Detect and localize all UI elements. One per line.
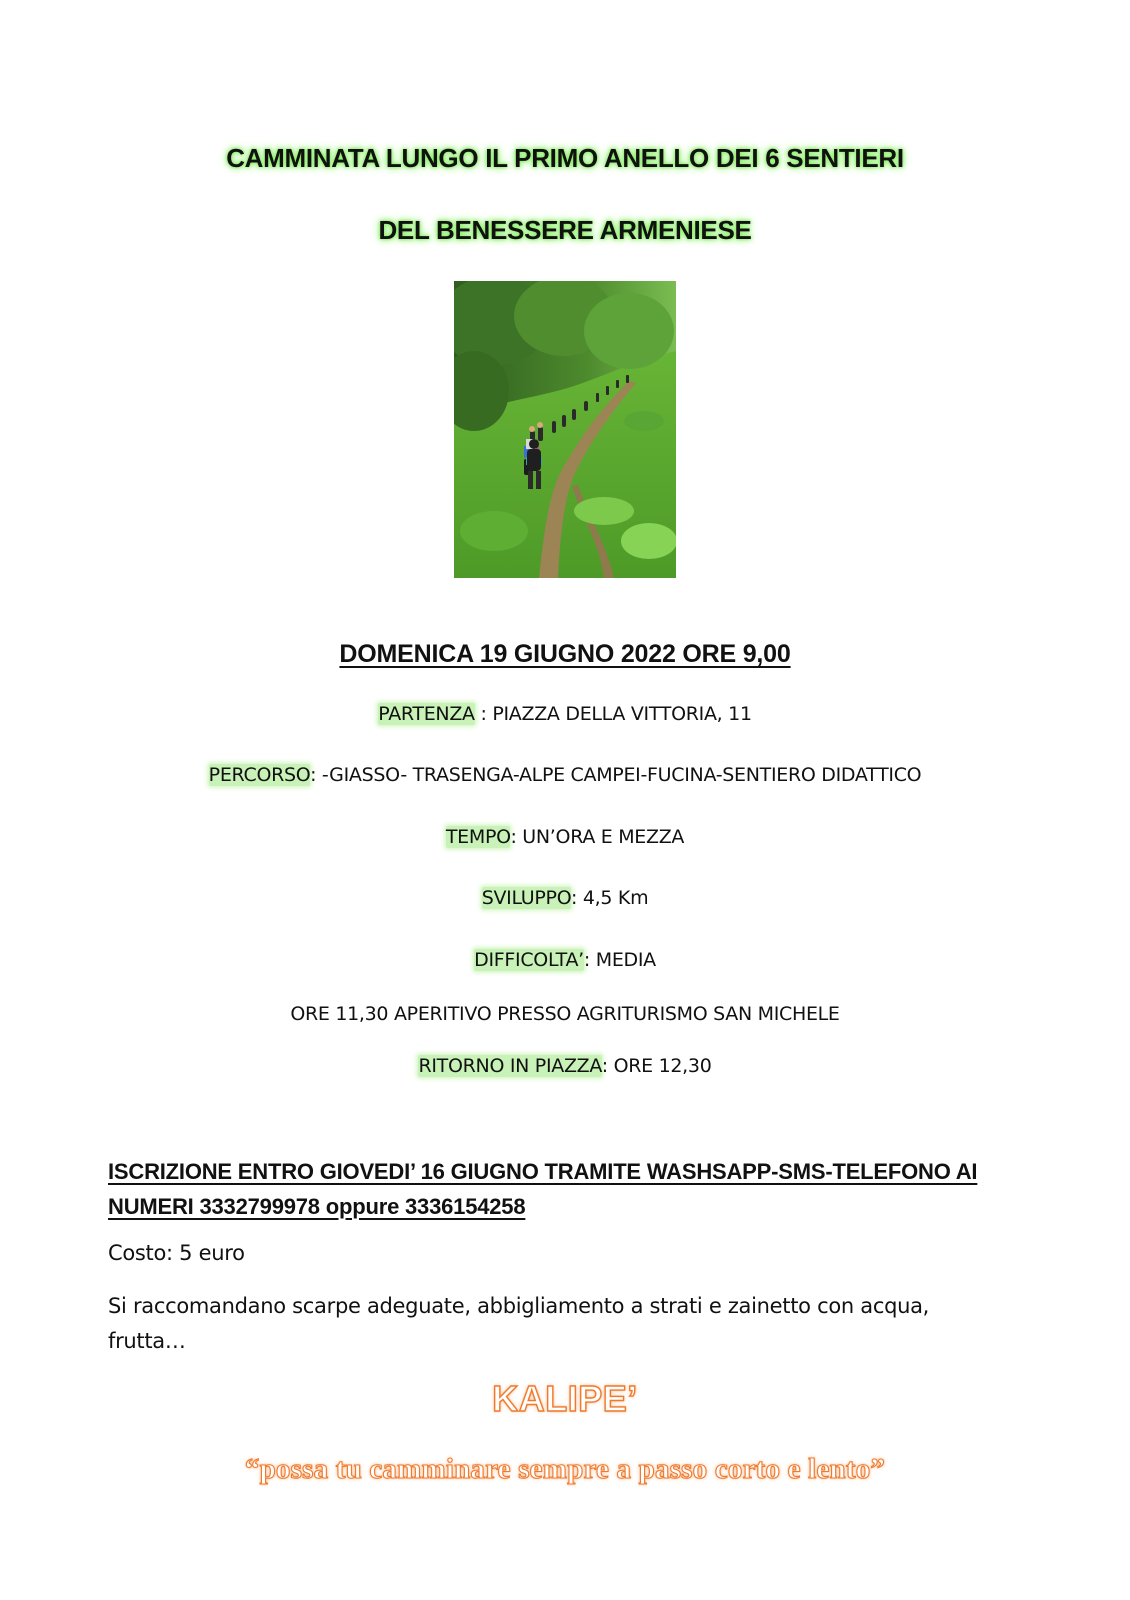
ritorno-value: : ORE 12,30 xyxy=(601,1055,712,1077)
tempo-value: : UN’ORA E MEZZA xyxy=(510,826,685,848)
tempo-label: TEMPO xyxy=(445,826,511,848)
percorso-line xyxy=(0,764,1130,786)
cost-text: Costo: 5 euro xyxy=(108,1241,245,1265)
advice-line-2: frutta… xyxy=(108,1329,186,1353)
sviluppo-label: SVILUPPO xyxy=(481,887,572,909)
page-title-line-1: CAMMINATA LUNGO IL PRIMO ANELLO DEI 6 SENTIERI xyxy=(226,143,904,173)
difficolta-line xyxy=(0,949,1130,971)
registration-notice xyxy=(108,1154,1028,1224)
kalipe-heading: KALIPE’ xyxy=(492,1378,638,1419)
partenza-value: : PIAZZA DELLA VITTORIA, 11 xyxy=(474,703,752,725)
page-title-line-2: DEL BENESSERE ARMENIESE xyxy=(378,215,752,245)
advice-line-1: Si raccomandano scarpe adeguate, abbigliamento a strati e zainetto con acqua, xyxy=(108,1294,930,1318)
advice-text xyxy=(108,1289,1028,1359)
sviluppo-value: : 4,5 Km xyxy=(571,887,649,909)
partenza-line xyxy=(0,703,1130,725)
partenza-label: PARTENZA xyxy=(378,703,475,725)
ritorno-line xyxy=(0,1055,1130,1077)
difficolta-value: : MEDIA xyxy=(583,949,656,971)
registration-line-1: ISCRIZIONE ENTRO GIOVEDI’ 16 GIUGNO TRAMITE WASHSAPP-SMS-TELEFONO AI xyxy=(108,1159,978,1184)
percorso-value: : -GIASSO- TRASENGA-ALPE CAMPEI-FUCINA-SENTIERO DIDATTICO xyxy=(310,764,922,786)
aperitivo-line: ORE 11,30 APERITIVO PRESSO AGRITURISMO SAN MICHELE xyxy=(290,1003,840,1025)
ritorno-label: RITORNO IN PIAZZA xyxy=(418,1055,602,1077)
event-date-heading: DOMENICA 19 GIUGNO 2022 ORE 9,00 xyxy=(339,640,791,668)
closing-motto: “possa tu camminare sempre a passo corto e lento” xyxy=(244,1453,886,1485)
difficolta-label: DIFFICOLTA’ xyxy=(474,949,584,971)
sviluppo-line xyxy=(0,887,1130,909)
hikers-on-trail-photo xyxy=(454,281,676,578)
percorso-label: PERCORSO xyxy=(208,764,311,786)
registration-line-2: NUMERI 3332799978 oppure 3336154258 xyxy=(108,1194,526,1219)
tempo-line xyxy=(0,826,1130,848)
